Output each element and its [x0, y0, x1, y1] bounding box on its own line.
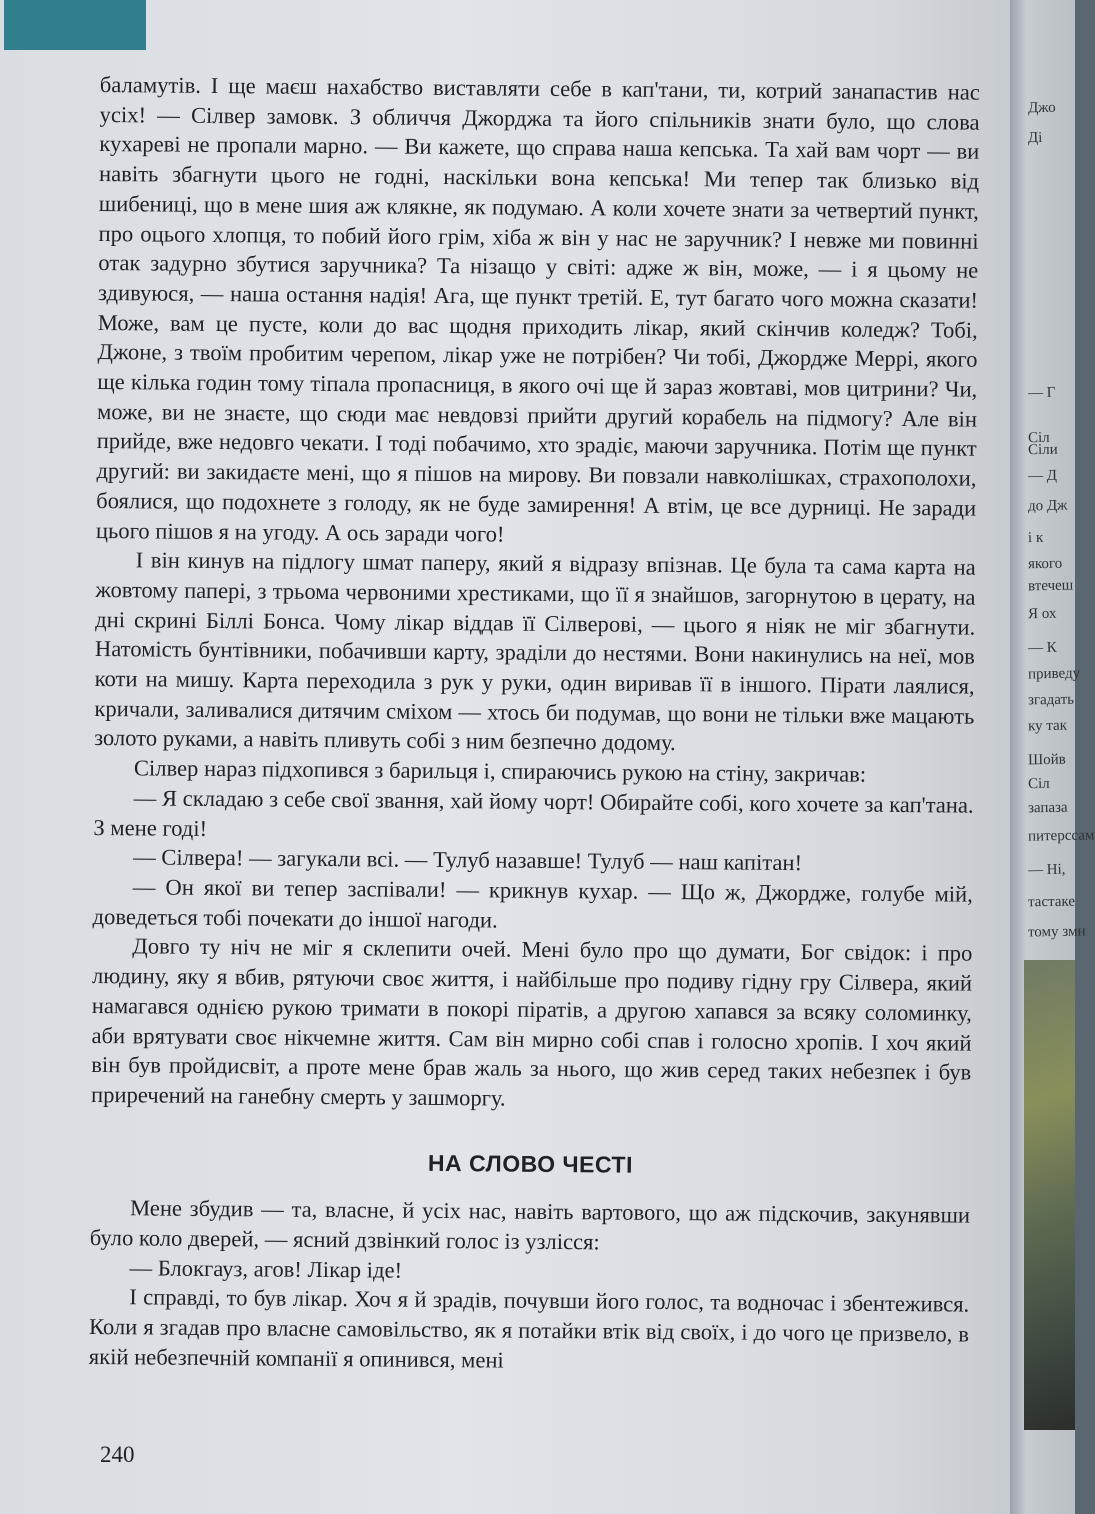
adjacent-page-fragment: — К [1027, 639, 1057, 657]
adjacent-page-fragment: згадать [1027, 691, 1075, 709]
adjacent-page-fragment: приведу [1027, 665, 1081, 683]
adjacent-page-fragment: Сіли [1027, 441, 1058, 459]
paragraph: — Блокгауз, агов! Лікар іде! [129, 1255, 403, 1283]
adjacent-page-fragment: ку так [1027, 717, 1068, 735]
adjacent-page-fragment: тастаке [1027, 893, 1076, 911]
chapter-heading: НА СЛОВО ЧЕСТІ [427, 1149, 634, 1178]
adjacent-page-fragment: до Дж [1027, 497, 1068, 515]
adjacent-page-fragment: питерссам [1027, 827, 1095, 845]
paragraph: І він кинув на підлогу шмат паперу, який я відразу впізнав. Це була та сама карта на жовтому папері, з трьома червоними хрестиками, що її я знайшов, загорнутою в церату, на дні скрині Біллі Бонса. Чому лікар віддав її Сілверові, — цього я ніяк не міг збагнути. Натомість бунтівники, побачивши карту, зраділи до нестями. Вони накинулись на неї, мов коти на мишу. Карта переходила з рук у руки, один виривав її в іншого. Пірати лаялися, кричали, заливалися дитячим сміхом — хтось би подумав, що вони не тільки вже мацають золото руками, а навіть пливуть собі з ним безпечно додому. [94, 547, 976, 756]
adjacent-page-fragment: Сіл [1027, 429, 1050, 447]
text-after-heading [89, 1193, 971, 1379]
paragraph: І справді, то був лікар. Хоч я й зрадів, почувши його голос, та водночас і збентежився. Коли я згадав про власне самовільство, як я потайки втік від своїх, і до чого це призвело, в якій небезпечній компанії я опинився, мені [88, 1284, 970, 1373]
page-number: 240 [100, 1442, 135, 1467]
text-before-heading [91, 70, 980, 1117]
adjacent-page-illustration [1024, 960, 1075, 1430]
paragraph: баламутів. І ще маєш нахабство виставляти себе в кап'тани, ти, котрий занапастив нас усіх! — Сілвер замовк. З обличчя Джорджа та його спільників знати було, що слова кухареві не пропали марно. — Ви кажете, що справа наша кепська. Та хай вам чорт — ви навіть збагнути цього не годні, наскільки вона кепська! Ми тепер так близько від шибениці, що в мене шия аж клякне, як подумаю. А коли хочете знати за четвертий пункт, про оцього хлопця, то побий його грім, хіба ж він у нас не заручник? І невже ми повинні отак задурно збутися заручника? Та нізащо у світі: адже ж він, може, — і я цьому не здивуюся, — наша остання надія! Ага, ще пункт третій. Е, тут багато чого можна сказати! Може, вам це пусте, коли до вас щодня приходить лікар, який скінчив коледж? Тобі, Джоне, з твоїм пробитим черепом, лікар уже не потрібен? Чи тобі, Джордже Меррі, якого ще кілька годин тому тіпала пропасниця, в якого очі ще й зараз жовтаві, мов цитрини? Чи, може, ви не знаєте, що сюди має невдовзі прийти другий корабель на підмогу? Але він прийде, вже недовго чекати. І тоді побачимо, хто зрадіє, маючи заручника. Потім ще пункт другий: ви закидаєте мені, що я пішов на мирову. Ви повзали навколішках, страхополохи, боялися, що подохнете з голоду, як не буде замирення! А втім, це все дурниці. Не заради цього пішов я на угоду. А ось заради чого! [95, 71, 980, 547]
adjacent-page-fragment: втечеш [1027, 577, 1074, 595]
page-corner-tab [4, 0, 146, 50]
adjacent-page-fragment: Джо [1027, 99, 1056, 117]
paragraph: — Он якої ви тепер заспівали! — крикнув кухар. — Що ж, Джордже, голубе мій, доведеться тобі почекати до іншої нагоди. [92, 874, 973, 933]
adjacent-page-fragment: — Г [1027, 384, 1056, 402]
paragraph: — Сілвера! — загукали всі. — Тулуб назавше! Тулуб — наш капітан! [133, 844, 803, 876]
page-text [89, 70, 980, 1379]
adjacent-page-fragment: якого [1027, 555, 1063, 573]
adjacent-page-fragment: — Ні, [1027, 861, 1066, 879]
paragraph: Мене збудив — та, власне, й усіх нас, навіть вартового, що аж підскочив, закунявши було коло дверей, — ясний дзвінкий голос із узлісся: [89, 1195, 971, 1255]
paragraph: Сілвер нараз підхопився з барильця і, спираючись рукою на стіну, закричав: [133, 755, 867, 787]
adjacent-page-fragment: — Д [1027, 467, 1058, 485]
adjacent-page-fragment: Я ох [1027, 605, 1057, 623]
adjacent-page-fragment: тому змн [1027, 923, 1086, 941]
paragraph: Довго ту ніч не міг я склепити очей. Мені було про що думати, Бог свідок: і про людину, яку я вбив, рятуючи своє життя, і найбільше про подиву гідну гру Сілвера, який намагався однією рукою тримати в покорі піратів, а другою хапався за всяку соломинку, аби врятувати своє нікчемне життя. Сам він мирно собі спав і голосно хропів. І хоч який він був пройдисвіт, а проте мене брав жаль за нього, що жив серед таких небезпек і був приречений на ганебну смерть у зашморгу. [90, 933, 973, 1111]
adjacent-page-fragment: і к [1027, 529, 1044, 547]
adjacent-page-fragment: Шойв [1027, 751, 1066, 769]
adjacent-page-edge [1010, 0, 1095, 1514]
adjacent-page-fragment: Ді [1027, 129, 1043, 147]
adjacent-page-fragment: Сіл [1027, 775, 1050, 793]
adjacent-page-fragment: запаза [1027, 799, 1068, 817]
paragraph: — Я складаю з себе свої звання, хай йому чорт! Обирайте собі, кого хочете за кап'тана. З мене годі! [93, 785, 974, 841]
